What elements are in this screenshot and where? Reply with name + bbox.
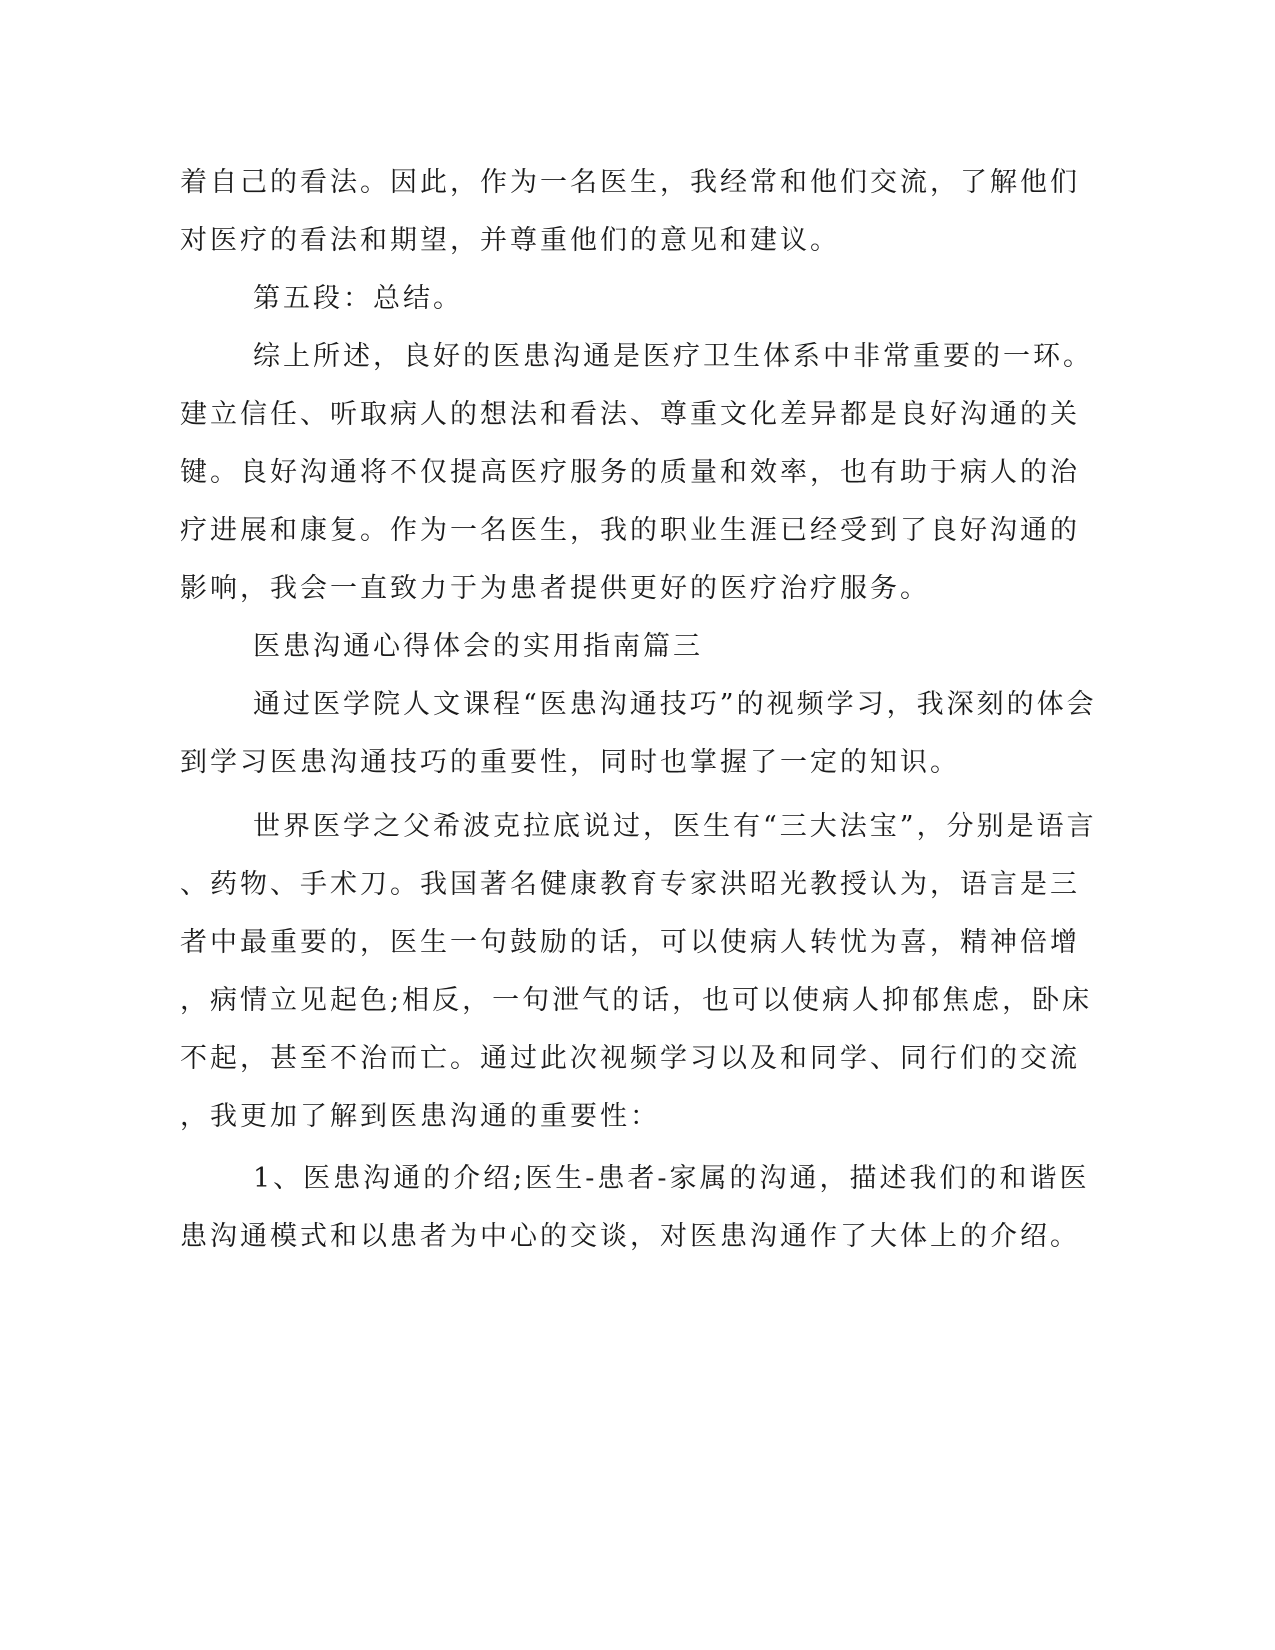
text-line: 、药物、手术刀。我国著名健康教育专家洪昭光教授认为，语言是三 xyxy=(180,869,1080,900)
text-line: 建立信任、听取病人的想法和看法、尊重文化差异都是良好沟通的关 xyxy=(180,399,1080,430)
text-line: 综上所述，良好的医患沟通是医疗卫生体系中非常重要的一环。 xyxy=(253,341,1093,372)
text-line: 对医疗的看法和期望，并尊重他们的意见和建议。 xyxy=(180,225,840,256)
text-line: ，我更加了解到医患沟通的重要性： xyxy=(180,1101,660,1132)
text-line: 疗进展和康复。作为一名医生，我的职业生涯已经受到了良好沟通的 xyxy=(180,515,1080,546)
text-line: ，病情立见起色;相反，一句泄气的话，也可以使病人抑郁焦虑，卧床 xyxy=(180,985,1093,1016)
text-line: 影响，我会一直致力于为患者提供更好的医疗治疗服务。 xyxy=(180,573,930,604)
text-line: 患沟通模式和以患者为中心的交谈，对医患沟通作了大体上的介绍。 xyxy=(180,1221,1080,1252)
text-line: 通过医学院人文课程“医患沟通技巧”的视频学习，我深刻的体会 xyxy=(253,689,1097,720)
text-line: 到学习医患沟通技巧的重要性，同时也掌握了一定的知识。 xyxy=(180,747,960,778)
text-line: 着自己的看法。因此，作为一名医生，我经常和他们交流，了解他们 xyxy=(180,167,1080,198)
text-line: 键。良好沟通将不仅提高医疗服务的质量和效率，也有助于病人的治 xyxy=(180,457,1080,488)
text-line: 1、医患沟通的介绍;医生-患者-家属的沟通，描述我们的和谐医 xyxy=(253,1163,1090,1194)
article-title: 医患沟通心得体会的实用指南篇三 xyxy=(253,631,703,662)
text-line: 不起，甚至不治而亡。通过此次视频学习以及和同学、同行们的交流 xyxy=(180,1043,1080,1074)
text-line: 者中最重要的，医生一句鼓励的话，可以使病人转忧为喜，精神倍增 xyxy=(180,927,1080,958)
text-line: 世界医学之父希波克拉底说过，医生有“三大法宝”，分别是语言 xyxy=(253,811,1097,842)
section-heading: 第五段：总结。 xyxy=(253,283,463,314)
